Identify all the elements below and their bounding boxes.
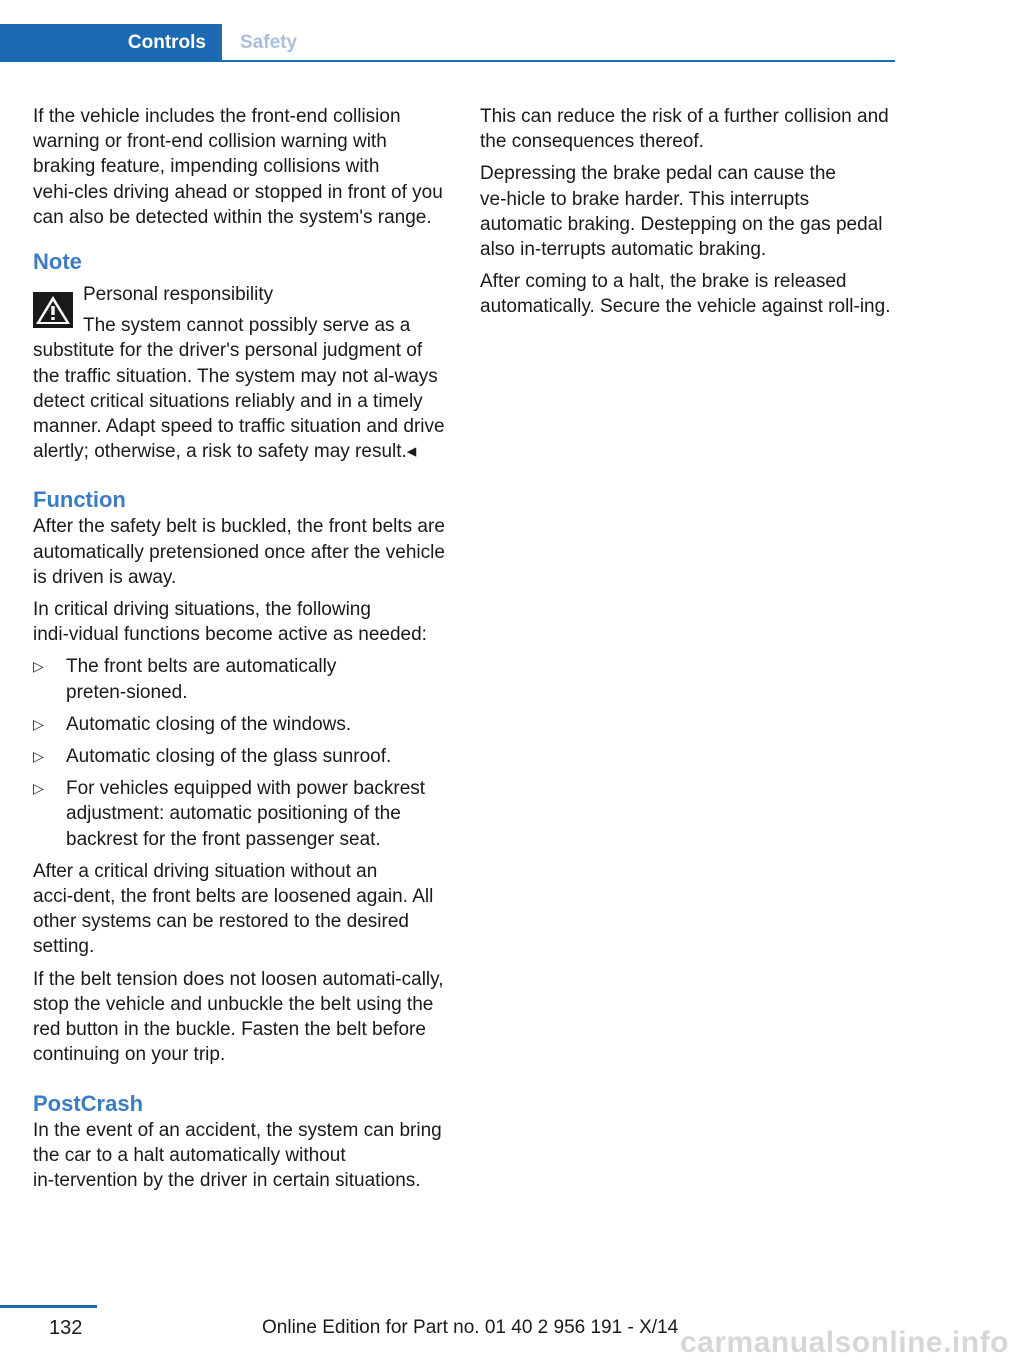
- function-list: [33, 654, 451, 851]
- note-heading: Note: [33, 249, 82, 275]
- postcrash-paragraph: In the event of an accident, the system can bring the car to a halt automatically without in‑tervention by the driver in certain situations.: [33, 1119, 442, 1191]
- right-paragraph-1: This can reduce the risk of a further collision and the consequences thereof.: [480, 106, 889, 153]
- header-tabbar: [0, 24, 895, 62]
- page-number: 132: [49, 1317, 83, 1339]
- triangle-bullet-icon: ▷: [33, 780, 44, 797]
- tab-safety[interactable]: Safety: [240, 32, 298, 53]
- watermark: carmanualsonline.info: [680, 1326, 1009, 1359]
- right-paragraph-3: After coming to a halt, the brake is released automatically. Secure the vehicle against roll‑ing.: [480, 271, 891, 318]
- left-column: [33, 104, 451, 1200]
- tab-controls[interactable]: Controls: [0, 24, 222, 62]
- note-body: The system cannot possibly serve as a substitute for the driver's personal judgment of the traffic situation. The system may not al‑ways detect critical situations reliably and in a timely manner. Adapt speed to traffic situation and drive alertly; otherwise, a risk to safety may result.◂: [33, 315, 445, 463]
- list-item: ▷ For vehicles equipped with power backrest adjustment: automatic positioning of the backrest for the front passenger seat.: [33, 778, 426, 850]
- function-heading: Function: [33, 487, 126, 513]
- warning-note: [33, 282, 451, 464]
- postcrash-heading: PostCrash: [33, 1090, 144, 1116]
- note-title: Personal responsibility: [83, 284, 274, 306]
- list-item: ▷ The front belts are automatically preten‑sioned.: [33, 656, 337, 703]
- triangle-bullet-icon: ▷: [33, 715, 44, 732]
- function-paragraph-3: After a critical driving situation without an acci‑dent, the front belts are loosened again. All other systems can be restored to the desired setting.: [33, 860, 434, 958]
- right-column: [480, 104, 896, 327]
- right-paragraph-2: Depressing the brake pedal can cause the ve‑hicle to brake harder. This interrupts automatic braking. Destepping on the gas pedal also in‑terrupts automatic braking.: [480, 163, 883, 261]
- triangle-bullet-icon: ▷: [33, 748, 44, 765]
- function-paragraph-4: If the belt tension does not loosen automati‑cally, stop the vehicle and unbuckle the belt using the red button in the buckle. Fasten the belt before continuing on your trip.: [33, 968, 444, 1066]
- function-paragraph-1: After the safety belt is buckled, the front belts are automatically pretensioned once after the vehicle is driven is away.: [33, 516, 445, 588]
- edition-text: Online Edition for Part no. 01 40 2 956 191 - X/14: [262, 1317, 679, 1338]
- intro-paragraph: If the vehicle includes the front-end collision warning or front-end collision warning with braking feature, impending collisions with vehi‑cles driving ahead or stopped in front of you can also be detected within the system's range.: [33, 106, 443, 228]
- list-item: ▷ Automatic closing of the windows.: [33, 712, 451, 737]
- triangle-bullet-icon: ▷: [33, 658, 44, 675]
- list-item: ▷ Automatic closing of the glass sunroof.: [33, 744, 451, 769]
- footer-divider: [0, 1305, 97, 1308]
- warning-triangle-icon: [33, 292, 73, 328]
- function-paragraph-2: In critical driving situations, the following indi‑vidual functions become active as needed:: [33, 599, 427, 646]
